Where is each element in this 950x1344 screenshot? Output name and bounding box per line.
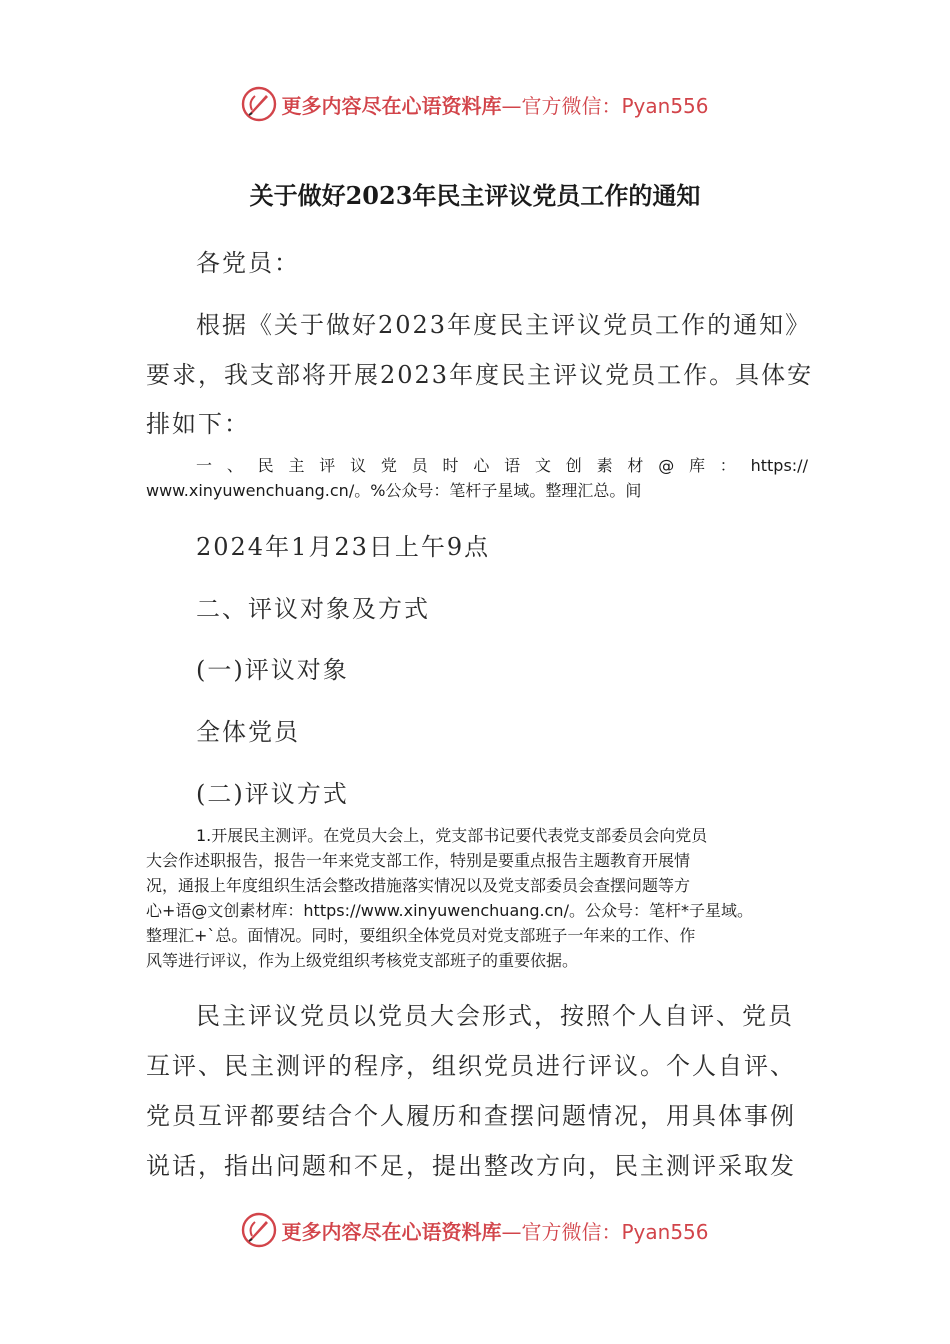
- item1-char: 主: [288, 456, 305, 475]
- intro-line-1: 根据《关于做好2023年度民主评议党员工作的通知》: [196, 311, 812, 339]
- item1-char: 员: [411, 456, 428, 475]
- body-line-4: 说话，指出问题和不足，提出整改方向，民主测评采取发: [146, 1152, 796, 1180]
- method-line-6: 风等进行评议，作为上级党组织考核党支部班子的重要依据。: [146, 951, 579, 970]
- item1-char: https://: [750, 456, 808, 475]
- method-line-4: 心+语@文创素材库：https://www.xinyuwenchuang.cn/。公众号：笔杆*子星域。: [146, 901, 753, 920]
- quill-pen-logo-icon: [241, 86, 277, 122]
- banner-wechat-id: Pyan556: [621, 93, 709, 118]
- banner-main: 更多内容尽在心语资料库: [281, 1219, 502, 1244]
- banner-text: [281, 1216, 708, 1245]
- item1-char: 语: [504, 456, 521, 475]
- item1-char: 文: [534, 456, 551, 475]
- banner-dash: —: [501, 93, 522, 118]
- method-line-5: 整理汇+`总。面情况。同时，要组织全体党员对党支部班子一年来的工作、作: [146, 926, 696, 945]
- subsection-1-body: 全体党员: [196, 718, 300, 746]
- method-line-1: 1.开展民主测评。在党员大会上，党支部书记要代表党支部委员会向党员: [196, 826, 708, 845]
- item1-char: 党: [380, 456, 397, 475]
- method-line-3: 况，通报上年度组织生活会整改措施落实情况以及党支部委员会查摆问题等方: [146, 876, 691, 895]
- item1-line-1: [196, 453, 808, 478]
- method-line-2: 大会作述职报告，报告一年来党支部工作，特别是要重点报告主题教育开展情: [146, 851, 691, 870]
- banner-wechat-label: 官方微信：: [521, 93, 622, 118]
- body-line-2: 互评、民主测评的程序，组织党员进行评议。个人自评、: [146, 1052, 796, 1080]
- body-line-1: 民主评议党员以党员大会形式，按照个人自评、党员: [196, 1002, 794, 1030]
- banner-wechat-id: Pyan556: [621, 1219, 709, 1244]
- subsection-1-heading: (一)评议对象: [196, 656, 349, 684]
- item1-char: 心: [473, 456, 490, 475]
- item1-char: 创: [565, 456, 582, 475]
- banner-dash: —: [501, 1219, 522, 1244]
- subsection-2-heading: (二)评议方式: [196, 780, 349, 808]
- item1-char: ：: [719, 456, 736, 475]
- intro-line-3: 排如下：: [146, 410, 250, 438]
- document-title: 关于做好2023年民主评议党员工作的通知: [249, 181, 701, 210]
- item1-char: 素: [596, 456, 613, 475]
- item1-char: 材: [627, 456, 644, 475]
- footer-banner: [0, 1206, 950, 1254]
- section-2-heading: 二、评议对象及方式: [196, 595, 430, 623]
- banner-text: [281, 90, 708, 119]
- item1-char: 库: [688, 456, 705, 475]
- banner-wechat-label: 官方微信：: [521, 1219, 622, 1244]
- item1-char: 、: [226, 456, 243, 475]
- quill-pen-logo-icon: [241, 1212, 277, 1248]
- banner-main: 更多内容尽在心语资料库: [281, 93, 502, 118]
- header-banner: [0, 80, 950, 128]
- item1-line-2: www.xinyuwenchuang.cn/。%公众号：笔杆子星域。整理汇总。间: [146, 481, 642, 500]
- body-line-3: 党员互评都要结合个人履历和查摆问题情况，用具体事例: [146, 1102, 796, 1130]
- intro-line-2: 要求，我支部将开展2023年度民主评议党员工作。具体安: [146, 361, 814, 389]
- item1-char: 民: [257, 456, 274, 475]
- item1-char: 议: [350, 456, 367, 475]
- item1-char: 时: [442, 456, 459, 475]
- item1-char: 评: [319, 456, 336, 475]
- salutation: 各党员：: [196, 249, 300, 277]
- meeting-date: 2024年1月23日上午9点: [196, 533, 491, 561]
- item1-char: @: [658, 456, 675, 475]
- item1-char: 一: [196, 456, 213, 475]
